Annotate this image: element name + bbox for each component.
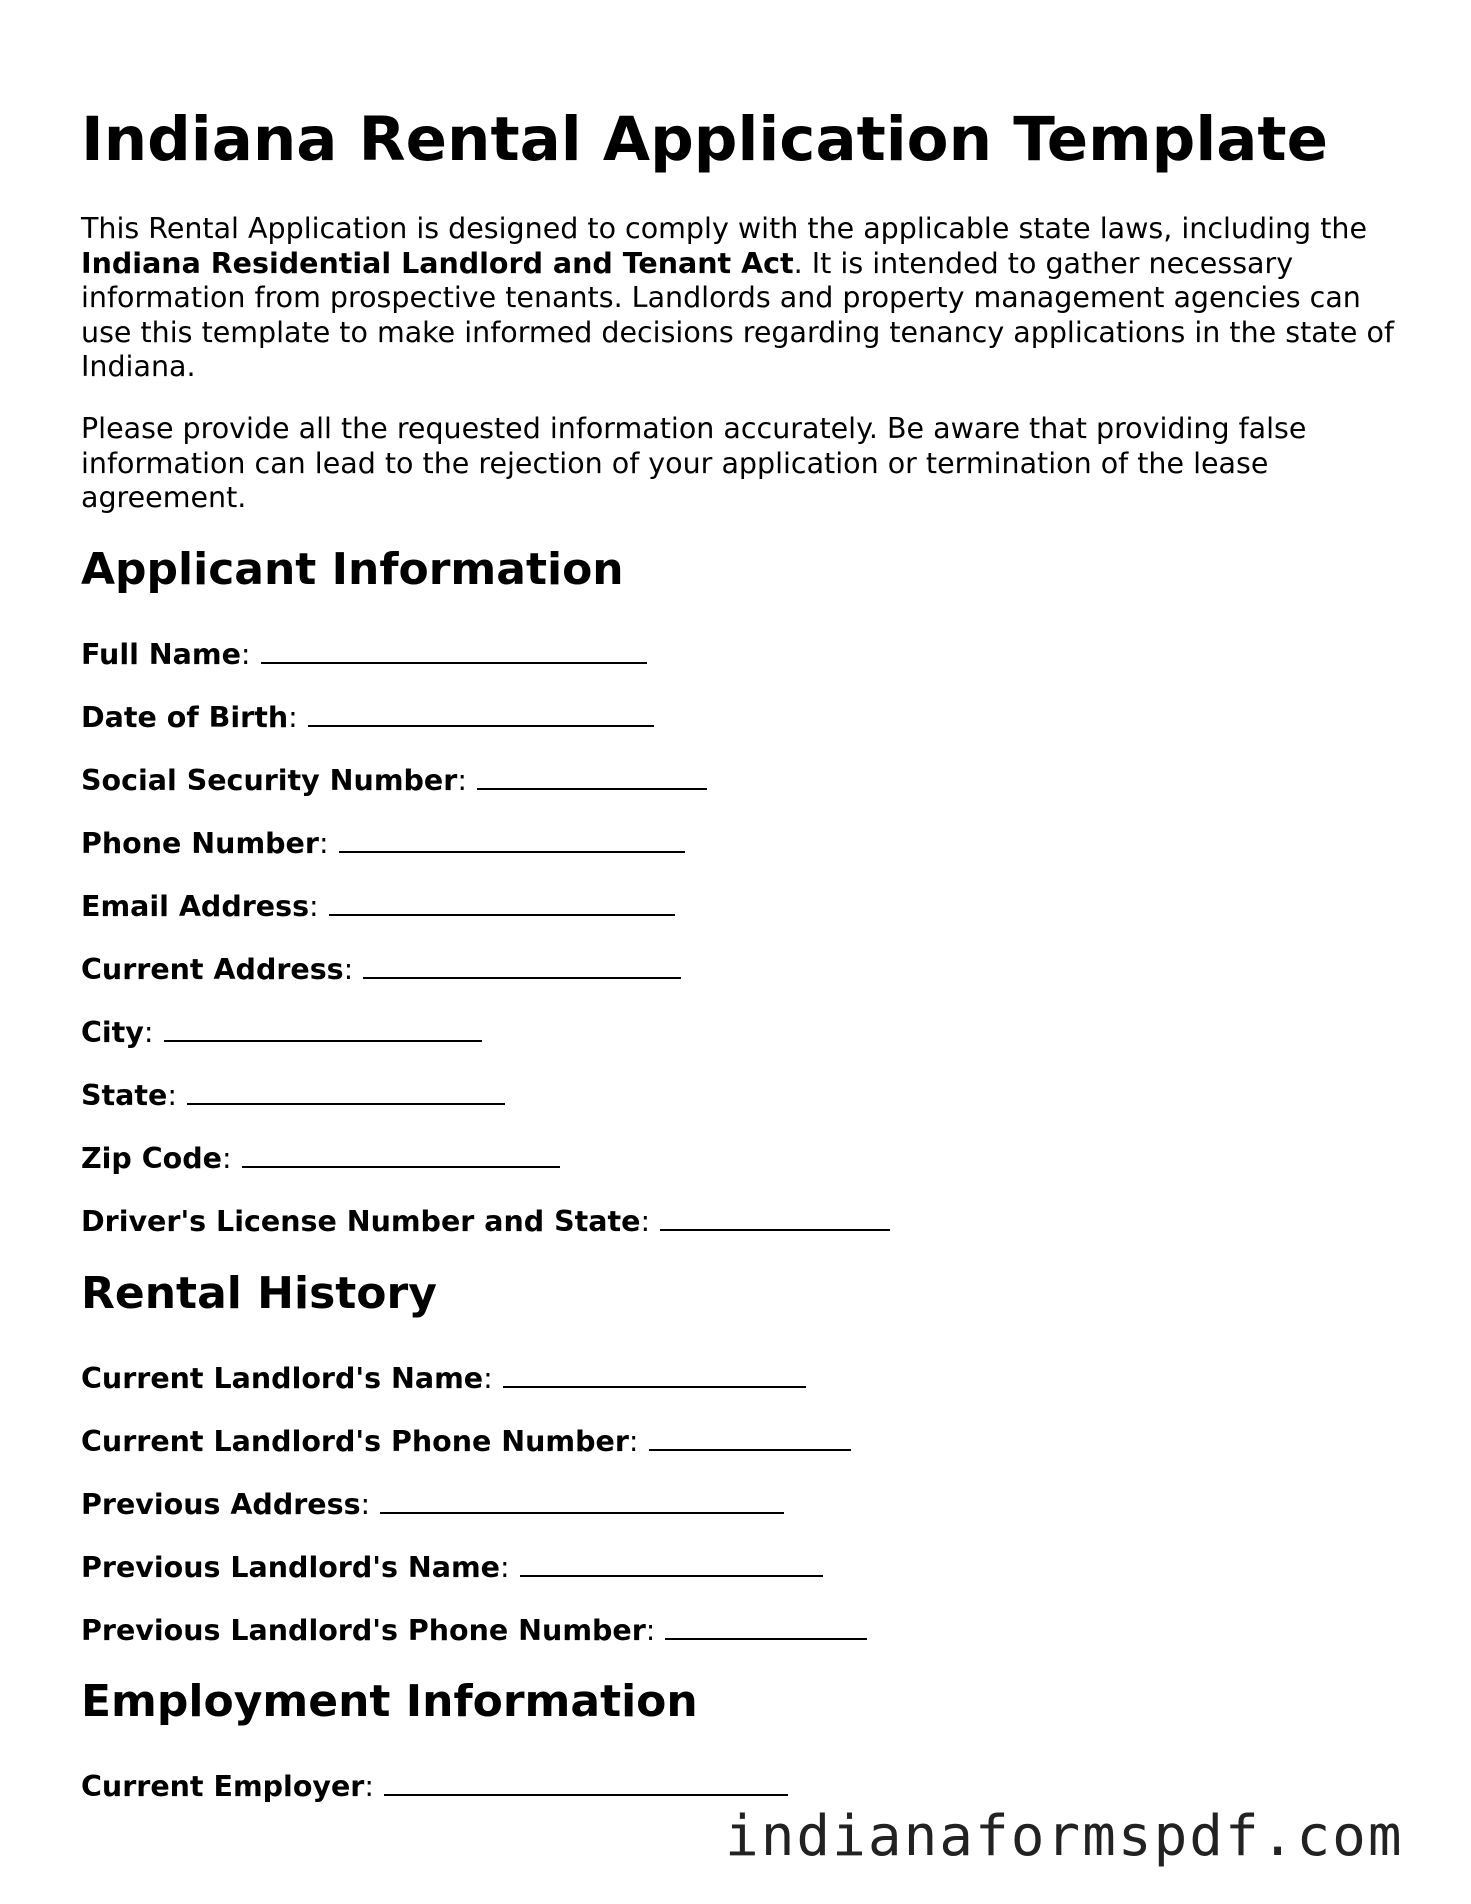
field-colon: : [364, 1770, 374, 1803]
field-colon: : [628, 1425, 639, 1458]
field-label: Previous Address [81, 1488, 361, 1521]
field-date-of-birth [81, 697, 654, 736]
field-full-name [81, 634, 647, 673]
field-email-address [81, 886, 675, 925]
field-label: Zip Code [81, 1142, 222, 1175]
full-name-blank[interactable] [261, 634, 647, 664]
previous-address-blank[interactable] [380, 1484, 784, 1514]
field-previous-landlord-phone [81, 1610, 867, 1649]
accuracy-notice: Please provide all the requested information accurately. Be aware that providing false information can lead to the rejection of your application or termination of the lease agreement. [81, 412, 1307, 514]
field-label: Current Landlord's Name [81, 1362, 484, 1395]
field-label: Current Address [81, 953, 344, 986]
current-employer-blank[interactable] [384, 1766, 788, 1796]
section-heading-rental-history: Rental History [81, 1268, 437, 1319]
field-colon: : [499, 1551, 510, 1584]
field-current-landlord-phone [81, 1421, 851, 1460]
intro-text-end: . It is intended to gather necessary information from prospective tenants. Landlords and property management agencies can use this template to make informed decisions regarding tenancy applications in the state of Indiana. [81, 246, 1394, 383]
field-city [81, 1012, 482, 1051]
current-address-blank[interactable] [363, 949, 681, 979]
field-current-landlord-name [81, 1358, 806, 1397]
field-label: Current Landlord's Phone Number [81, 1425, 629, 1458]
act-name: Indiana Residential Landlord and Tenant Act [81, 246, 794, 280]
current-landlord-name-blank[interactable] [503, 1358, 806, 1388]
section-heading-employment: Employment Information [81, 1676, 698, 1727]
field-colon: : [457, 764, 467, 797]
field-colon: : [318, 827, 329, 860]
field-label: Date of Birth [81, 701, 289, 734]
page-title: Indiana Rental Application Template [81, 104, 1328, 175]
field-label: Full Name [81, 638, 241, 671]
watermark: indianaformspdf.com [725, 1804, 1404, 1869]
section-heading-applicant: Applicant Information [81, 544, 624, 595]
field-label: Phone Number [81, 827, 319, 860]
current-landlord-phone-blank[interactable] [649, 1421, 851, 1451]
drivers-license-blank[interactable] [660, 1201, 890, 1231]
zip-code-blank[interactable] [242, 1138, 560, 1168]
field-colon: : [167, 1079, 177, 1112]
email-address-blank[interactable] [329, 886, 675, 916]
field-label: City [81, 1016, 144, 1049]
intro-paragraph [81, 212, 1401, 385]
field-ssn [81, 760, 707, 799]
ssn-blank[interactable] [477, 760, 707, 790]
field-label: Current Employer [81, 1770, 365, 1803]
field-label: Email Address [81, 890, 310, 923]
field-colon: : [645, 1614, 656, 1647]
state-blank[interactable] [187, 1075, 505, 1105]
field-colon: : [640, 1205, 651, 1238]
field-colon: : [221, 1142, 232, 1175]
field-colon: : [360, 1488, 371, 1521]
field-colon: : [309, 890, 319, 923]
field-state [81, 1075, 505, 1114]
field-label: Previous Landlord's Phone Number [81, 1614, 646, 1647]
field-previous-address [81, 1484, 784, 1523]
intro-text-start: This Rental Application is designed to comply with the applicable state laws, including the [81, 212, 1367, 245]
previous-landlord-phone-blank[interactable] [665, 1610, 867, 1640]
field-colon: : [483, 1362, 493, 1395]
field-colon: : [240, 638, 251, 671]
field-label: State [81, 1079, 168, 1112]
field-zip-code [81, 1138, 560, 1177]
field-phone-number [81, 823, 685, 862]
field-label: Previous Landlord's Name [81, 1551, 500, 1584]
field-drivers-license [81, 1201, 890, 1240]
field-current-address [81, 949, 681, 988]
field-previous-landlord-name [81, 1547, 823, 1586]
city-blank[interactable] [164, 1012, 482, 1042]
field-label: Social Security Number [81, 764, 458, 797]
field-colon: : [288, 701, 298, 734]
field-colon: : [143, 1016, 154, 1049]
field-colon: : [343, 953, 354, 986]
date-of-birth-blank[interactable] [308, 697, 654, 727]
field-current-employer [81, 1766, 788, 1805]
previous-landlord-name-blank[interactable] [520, 1547, 823, 1577]
field-label: Driver's License Number and State [81, 1205, 641, 1238]
phone-number-blank[interactable] [339, 823, 685, 853]
